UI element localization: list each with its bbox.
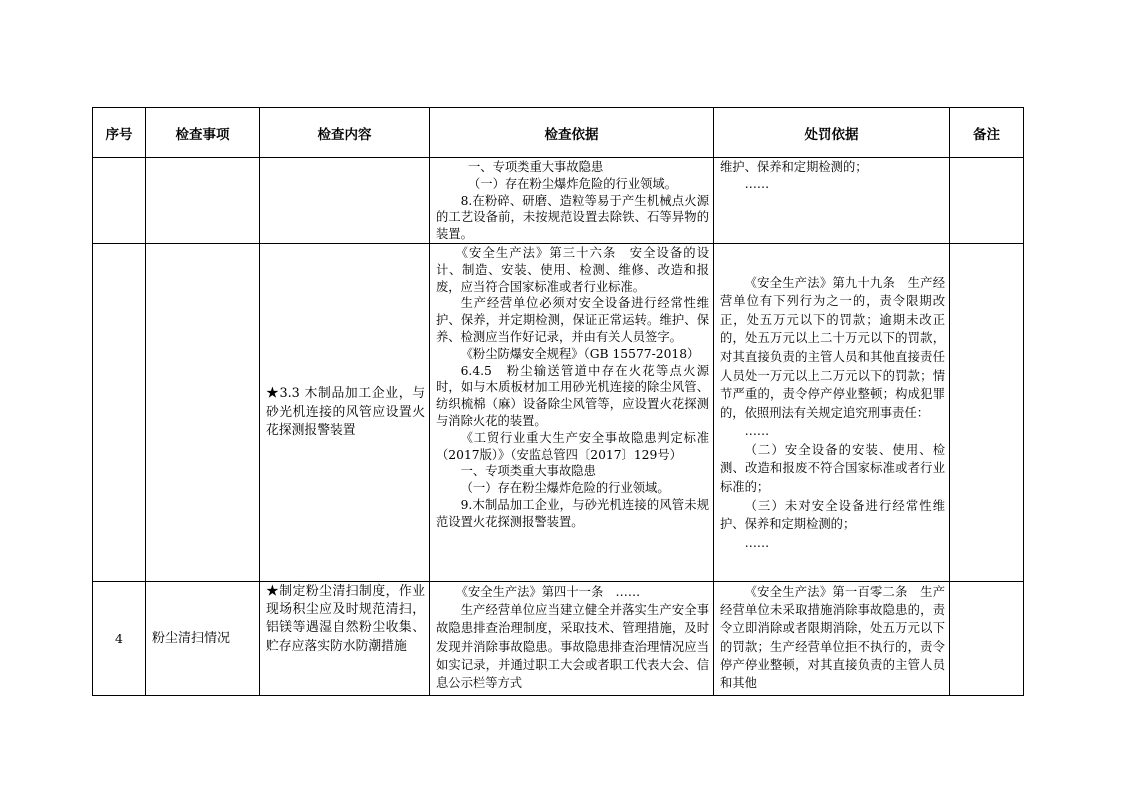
cell-penalty bbox=[714, 243, 950, 581]
basis-para: 一、专项类重大事故隐患 bbox=[460, 464, 596, 479]
basis-para: 《安全生产法》第四十一条 …… bbox=[455, 584, 641, 599]
penalty-para: 《安全生产法》第一百零二条 生产经营单位未采取措施消除事故隐患的，责令立即消除或者限期消除，处五万元以下的罚款；生产经营单位拒不执行的，责令停产停业整顿，对其直接负责的主管人员和其他 bbox=[720, 584, 945, 690]
basis-para: （一）存在粉尘爆炸危险的行业领域。 bbox=[460, 481, 670, 496]
basis-para: 生产经营单位应当建立健全并落实生产安全事故隐患排查治理制度，采取技术、管理措施，及时发现并消除事故隐患。事故隐患排查治理情况应当如实记录，并通过职工大会或者职工代表大会、信息公示栏等方式 bbox=[436, 603, 709, 690]
header-item: 检查事项 bbox=[146, 108, 260, 158]
item-text: 粉尘清扫情况 bbox=[152, 630, 231, 646]
basis-para: 9.木制品加工企业，与砂光机连接的风管未规范设置火花探测报警装置。 bbox=[436, 497, 709, 529]
penalty-para: …… bbox=[744, 176, 770, 191]
header-penalty: 处罚依据 bbox=[714, 108, 950, 158]
penalty-para: 维护、保养和定期检测的； bbox=[720, 160, 868, 174]
cell-basis bbox=[430, 243, 714, 581]
content-text: ★制定粉尘清扫制度，作业现场积尘应及时规范清扫，铝镁等遇湿自然粉尘收集、贮存应落实防水防潮措施 bbox=[266, 583, 425, 654]
penalty-para: 《安全生产法》第九十九条 生产经营单位有下列行为之一的，责令限期改正，处五万元以下的罚款；逾期未改正的，处五万元以上二十万元以下的罚款，对其直接负责的主管人员和其他直接责任人员处一万元以上二万元以下的罚款；情节严重的，责令停产停业整顿；构成犯罪的，依照刑法有关规定追究刑事责任： bbox=[720, 275, 945, 420]
header-basis: 检查依据 bbox=[430, 108, 714, 158]
penalty-para: （二）安全设备的安装、使用、检测、改造和报废不符合国家标准或者行业标准的； bbox=[720, 442, 945, 495]
table-row bbox=[93, 158, 1024, 244]
header-no: 序号 bbox=[93, 108, 146, 158]
basis-para: 《工贸行业重大生产安全事故隐患判定标准（2017版）》（安监总管四〔2017〕129号） bbox=[436, 430, 709, 462]
content-text: ★3.3 木制品加工企业，与砂光机连接的风管应设置火花探测报警装置 bbox=[266, 386, 425, 439]
basis-para: 生产经营单位必须对安全设备进行经常性维护、保养，并定期检测，保证正常运转。维护、保养、检测应当作好记录，并由有关人员签字。 bbox=[436, 296, 709, 344]
cell-item bbox=[146, 243, 260, 581]
basis-para: 8.在粉碎、研磨、造粒等易于产生机械点火源的工艺设备前，未按规范设置去除铁、石等异物的装置。 bbox=[436, 193, 709, 242]
header-remark: 备注 bbox=[950, 108, 1024, 158]
penalty-para: …… bbox=[744, 424, 770, 439]
cell-content bbox=[260, 243, 430, 581]
basis-para: 《粉尘防爆安全规程》（GB 15577-2018） bbox=[460, 346, 700, 361]
cell-content bbox=[260, 158, 430, 244]
cell-content bbox=[260, 581, 430, 695]
table-row bbox=[93, 243, 1024, 581]
table-row bbox=[93, 581, 1024, 695]
cell-item bbox=[146, 581, 260, 695]
cell-remark bbox=[950, 243, 1024, 581]
cell-remark bbox=[950, 158, 1024, 244]
basis-para: 6.4.5 粉尘输送管道中存在火花等点火源时，如与木质板材加工用砂光机连接的除尘风管、纺织梳棉（麻）设备除尘风管等，应设置火花探测与消除火花的装置。 bbox=[436, 363, 709, 428]
cell-item bbox=[146, 158, 260, 244]
cell-penalty bbox=[714, 158, 950, 244]
cell-no bbox=[93, 158, 146, 244]
header-row bbox=[93, 108, 1024, 158]
cell-basis bbox=[430, 581, 714, 695]
basis-para: 一、专项类重大事故隐患 bbox=[467, 160, 604, 174]
cell-basis bbox=[430, 158, 714, 244]
cell-no: 4 bbox=[93, 581, 146, 695]
cell-penalty bbox=[714, 581, 950, 695]
penalty-para: （三）未对安全设备进行经常性维护、保养和定期检测的； bbox=[720, 498, 945, 532]
penalty-para: …… bbox=[744, 535, 770, 550]
cell-remark bbox=[950, 581, 1024, 695]
basis-para: （一）存在粉尘爆炸危险的行业领域。 bbox=[467, 176, 678, 191]
inspection-table bbox=[92, 107, 1024, 696]
cell-no bbox=[93, 243, 146, 581]
header-content: 检查内容 bbox=[260, 108, 430, 158]
basis-para: 《安全生产法》第三十六条 安全设备的设计、制造、安装、使用、检测、维修、改造和报废，应当符合国家标准或者行业标准。 bbox=[436, 245, 709, 294]
